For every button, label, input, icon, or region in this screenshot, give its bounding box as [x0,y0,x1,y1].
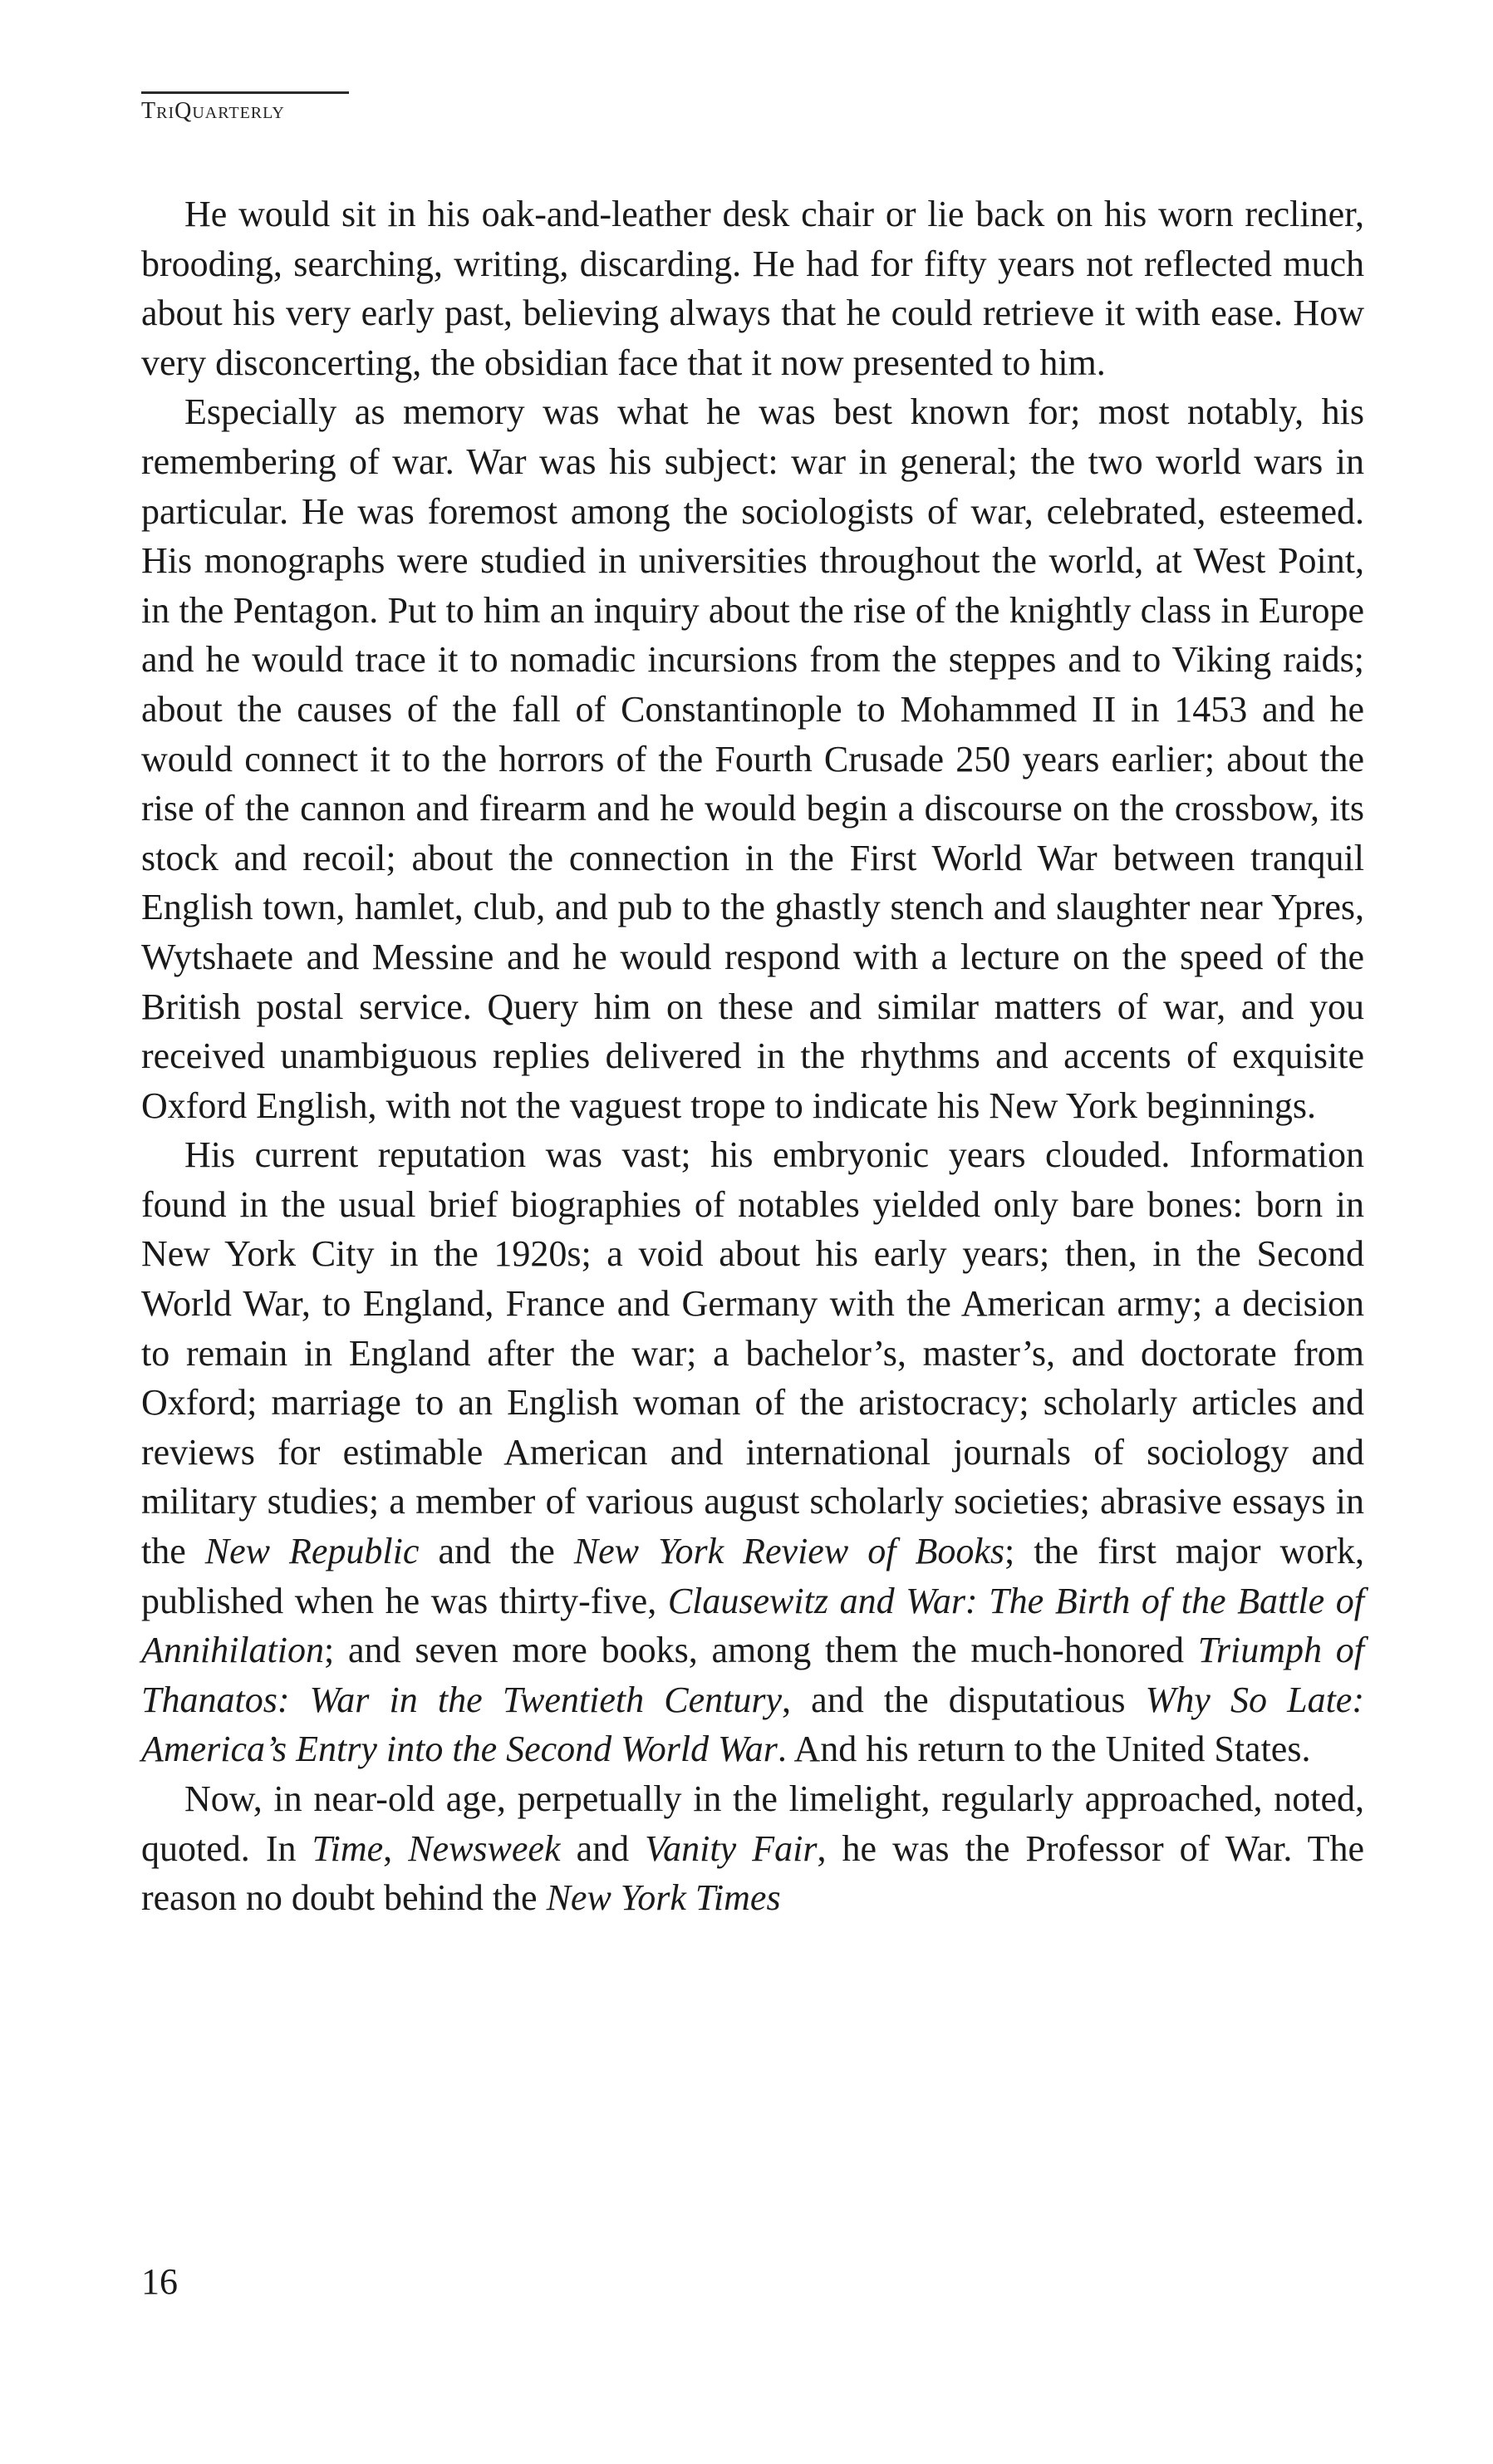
italic-title: Clausewitz and War: The Birth of the Battle of Annihilation [141,1580,1365,1671]
paragraph [141,189,1364,387]
text-run: He would sit in his oak-and-leather desk chair or lie back on his worn recliner, brooding, searching, writing, discarding. He had for fifty years not reflected much about his very early past, believing always that he could retrieve it with ease. How very disconcerting, the obsidian face that it now presented to him. [141,194,1364,383]
italic-title: Newsweek [408,1827,561,1869]
italic-title: Triumph of Thanatos: War in the Twentieth Century [141,1630,1364,1720]
page-number: 16 [141,2261,178,2302]
text-run: . And his return to the United States. [777,1729,1311,1770]
text-run: Now, in near-old age, perpetually in the limelight, regularly approached, noted, quoted. In [141,1778,1364,1869]
text-run: and the [419,1531,574,1572]
italic-title: New York Review of Books [573,1531,1004,1572]
text-run: ; and seven more books, among them the much-honored [324,1630,1198,1671]
italic-title: New Republic [204,1531,420,1572]
running-head: TriQuarterly [141,98,285,124]
paragraph [141,1130,1364,1774]
italic-title: Vanity Fair [645,1827,818,1869]
text-run: , and the disputatious [782,1679,1146,1720]
paragraph [141,387,1364,1130]
body-text [141,189,1364,1923]
italic-title: Why So Late: America’s Entry into the Second World War [141,1679,1364,1770]
text-run: His current reputation was vast; his embryonic years clouded. Information found in the usual brief biographies of notables yielded only bare bones: born in New York City in the 1920s; a void about his early years; then, in the Second World War, to England, France and Germany with the American army; a decision to remain in England after the war; a bachelor’s, master’s, and doctorate from Oxford; marriage to an English woman of the aristocracy; scholarly articles and reviews for estimable American and international journals of sociology and military studies; a member of various august scholarly societies; abrasive essays in the [141,1134,1364,1572]
italic-title: Time [312,1827,384,1869]
header-rule [141,91,349,94]
text-run: and [560,1827,646,1869]
text-run: , [383,1827,409,1869]
text-run: ; the first major work, published when he was thirty-five, [141,1531,1364,1621]
italic-title: New York Times [546,1877,781,1919]
paragraph [141,1774,1364,1923]
text-run: Especially as memory was what he was best known for; most notably, his remembering of war. War was his subject: war in general; the two world wars in particular. He was foremost among the sociologists of war, celebrated, esteemed. His monographs were studied in universities throughout the world, at West Point, in the Pentagon. Put to him an inquiry about the rise of the knightly class in Europe and he would trace it to nomadic incursions from the steppes and to Viking raids; about the causes of the fall of Constantinople to Mohammed II in 1453 and he would connect it to the horrors of the Fourth Crusade 250 years earlier; about the rise of the cannon and firearm and he would begin a discourse on the crossbow, its stock and recoil; about the connection in the First World War between tranquil English town, hamlet, club, and pub to the ghastly stench and slaughter near Ypres, Wytshaete and Messine and he would respond with a lecture on the speed of the British postal service. Query him on these and similar matters of war, and you received unambiguous replies delivered in the rhythms and accents of exquisite Oxford English, with not the vaguest trope to indicate his New York beginnings. [141,391,1364,1126]
text-run: , he was the Professor of War. The reason no doubt behind the [141,1827,1365,1919]
